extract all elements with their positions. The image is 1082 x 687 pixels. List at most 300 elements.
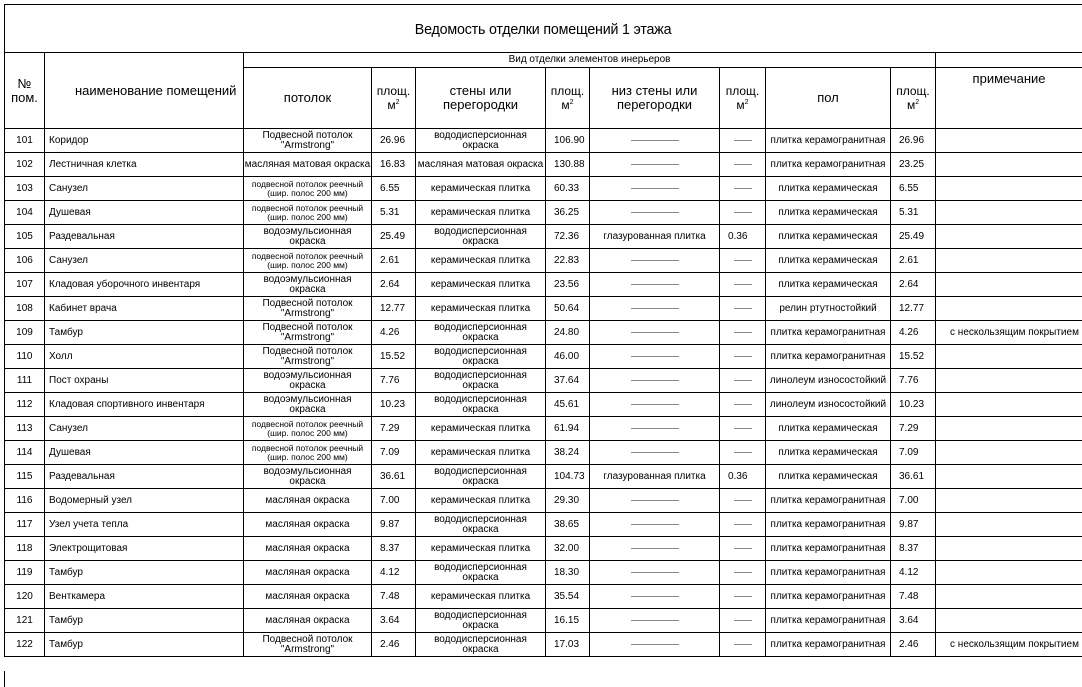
room-name: Тамбур bbox=[45, 321, 244, 345]
floor-area: 26.96 bbox=[891, 129, 936, 153]
room-number: 114 bbox=[5, 441, 45, 465]
floor-finish: плитка керамогранитная bbox=[766, 513, 891, 537]
floor-area: 6.55 bbox=[891, 177, 936, 201]
table-row bbox=[5, 489, 1082, 513]
empty-dash bbox=[734, 164, 752, 165]
note bbox=[936, 177, 1082, 201]
lower-walls-area bbox=[720, 201, 766, 225]
table-row bbox=[5, 633, 1082, 657]
empty-dash bbox=[631, 212, 679, 213]
walls-finish: вододисперсионная окраска bbox=[416, 345, 546, 369]
table-row bbox=[5, 369, 1082, 393]
walls-finish: вододисперсионная окраска bbox=[416, 393, 546, 417]
floor-finish: плитка керамогранитная bbox=[766, 129, 891, 153]
walls-finish: керамическая плитка bbox=[416, 273, 546, 297]
empty-dash bbox=[734, 524, 752, 525]
walls-area: 60.33 bbox=[546, 177, 590, 201]
floor-finish: плитка керамическая bbox=[766, 201, 891, 225]
table-row bbox=[5, 561, 1082, 585]
note: с нескользящим покрытием bbox=[936, 321, 1082, 345]
ceiling-area: 7.00 bbox=[372, 489, 416, 513]
header-name: наименование помещений bbox=[45, 53, 244, 129]
ceiling-finish: водоэмульсионная окраска bbox=[244, 273, 372, 297]
room-number: 115 bbox=[5, 465, 45, 489]
ceiling-finish: масляная окраска bbox=[244, 609, 372, 633]
walls-area: 45.61 bbox=[546, 393, 590, 417]
floor-finish: плитка керамогранитная bbox=[766, 345, 891, 369]
empty-dash bbox=[734, 596, 752, 597]
floor-area: 10.23 bbox=[891, 393, 936, 417]
ceiling-finish: водоэмульсионная окраска bbox=[244, 369, 372, 393]
empty-dash bbox=[631, 524, 679, 525]
floor-finish: плитка керамическая bbox=[766, 225, 891, 249]
note bbox=[936, 201, 1082, 225]
empty-dash bbox=[631, 404, 679, 405]
room-number: 103 bbox=[5, 177, 45, 201]
floor-finish: плитка керамическая bbox=[766, 441, 891, 465]
ceiling-finish: масляная окраска bbox=[244, 537, 372, 561]
lower-walls-area bbox=[720, 537, 766, 561]
floor-area: 7.29 bbox=[891, 417, 936, 441]
walls-area: 38.65 bbox=[546, 513, 590, 537]
note bbox=[936, 417, 1082, 441]
walls-finish: вододисперсионная окраска bbox=[416, 465, 546, 489]
walls-finish: масляная матовая окраска bbox=[416, 153, 546, 177]
lower-walls-area bbox=[720, 513, 766, 537]
ceiling-area: 15.52 bbox=[372, 345, 416, 369]
lower-walls-area bbox=[720, 321, 766, 345]
lower-walls-finish bbox=[590, 633, 720, 657]
note bbox=[936, 369, 1082, 393]
walls-finish: керамическая плитка bbox=[416, 417, 546, 441]
ceiling-finish: подвесной потолок реечный (шир. полос 200 мм) bbox=[244, 417, 372, 441]
floor-finish: плитка керамическая bbox=[766, 465, 891, 489]
lower-walls-finish bbox=[590, 585, 720, 609]
room-name: Водомерный узел bbox=[45, 489, 244, 513]
ceiling-area: 26.96 bbox=[372, 129, 416, 153]
empty-dash bbox=[631, 548, 679, 549]
floor-finish: плитка керамическая bbox=[766, 177, 891, 201]
lower-walls-area bbox=[720, 393, 766, 417]
floor-area: 15.52 bbox=[891, 345, 936, 369]
empty-dash bbox=[631, 356, 679, 357]
note bbox=[936, 153, 1082, 177]
lower-walls-finish bbox=[590, 393, 720, 417]
walls-area: 72.36 bbox=[546, 225, 590, 249]
walls-finish: вододисперсионная окраска bbox=[416, 369, 546, 393]
note bbox=[936, 561, 1082, 585]
empty-dash bbox=[734, 404, 752, 405]
empty-dash bbox=[631, 260, 679, 261]
walls-finish: вододисперсионная окраска bbox=[416, 561, 546, 585]
empty-dash bbox=[631, 308, 679, 309]
floor-area: 9.87 bbox=[891, 513, 936, 537]
ceiling-finish: Подвесной потолок "Armstrong" bbox=[244, 321, 372, 345]
room-name: Санузел bbox=[45, 249, 244, 273]
header-ceiling-area bbox=[372, 68, 416, 129]
floor-area: 12.77 bbox=[891, 297, 936, 321]
room-name: Раздевальная bbox=[45, 465, 244, 489]
area-label: площ. $м^2$ bbox=[376, 84, 411, 112]
room-name: Электрощитовая bbox=[45, 537, 244, 561]
empty-dash bbox=[734, 260, 752, 261]
walls-finish: керамическая плитка bbox=[416, 489, 546, 513]
header-group: Вид отделки элементов инерьеров bbox=[244, 53, 936, 68]
table-row bbox=[5, 537, 1082, 561]
walls-finish: вододисперсионная окраска bbox=[416, 609, 546, 633]
room-number: 101 bbox=[5, 129, 45, 153]
note bbox=[936, 297, 1082, 321]
floor-finish: релин ртутностойкий bbox=[766, 297, 891, 321]
floor-area: 7.00 bbox=[891, 489, 936, 513]
lower-walls-finish bbox=[590, 177, 720, 201]
empty-dash bbox=[631, 596, 679, 597]
empty-dash bbox=[734, 572, 752, 573]
header-group-row bbox=[5, 53, 1082, 68]
empty-dash bbox=[631, 620, 679, 621]
note bbox=[936, 513, 1082, 537]
walls-area: 18.30 bbox=[546, 561, 590, 585]
lower-walls-finish bbox=[590, 345, 720, 369]
ceiling-area: 16.83 bbox=[372, 153, 416, 177]
empty-dash bbox=[734, 644, 752, 645]
lower-walls-finish bbox=[590, 129, 720, 153]
walls-area: 50.64 bbox=[546, 297, 590, 321]
document-title: Ведомость отделки помещений 1 этажа bbox=[415, 20, 672, 38]
floor-area: 2.64 bbox=[891, 273, 936, 297]
table-row bbox=[5, 441, 1082, 465]
table-row bbox=[5, 321, 1082, 345]
ceiling-finish: водоэмульсионная окраска bbox=[244, 465, 372, 489]
ceiling-finish: водоэмульсионная окраска bbox=[244, 225, 372, 249]
lower-walls-finish bbox=[590, 273, 720, 297]
empty-dash bbox=[631, 164, 679, 165]
floor-area: 25.49 bbox=[891, 225, 936, 249]
floor-area: 23.25 bbox=[891, 153, 936, 177]
room-number: 117 bbox=[5, 513, 45, 537]
header-lower-walls: низ стены или перегородки bbox=[590, 68, 720, 129]
room-number: 116 bbox=[5, 489, 45, 513]
table-row bbox=[5, 297, 1082, 321]
lower-walls-finish bbox=[590, 561, 720, 585]
room-name: Коридор bbox=[45, 129, 244, 153]
room-number: 122 bbox=[5, 633, 45, 657]
empty-dash bbox=[734, 308, 752, 309]
ceiling-area: 4.26 bbox=[372, 321, 416, 345]
room-name: Санузел bbox=[45, 417, 244, 441]
ceiling-finish: подвесной потолок реечный (шир. полос 200 мм) bbox=[244, 249, 372, 273]
ceiling-finish: Подвесной потолок "Armstrong" bbox=[244, 297, 372, 321]
table-row bbox=[5, 249, 1082, 273]
empty-dash bbox=[631, 428, 679, 429]
table-body bbox=[5, 129, 1082, 657]
room-name: Кладовая спортивного инвентаря bbox=[45, 393, 244, 417]
lower-walls-area bbox=[720, 585, 766, 609]
empty-dash bbox=[734, 140, 752, 141]
ceiling-finish: масляная матовая окраска bbox=[244, 153, 372, 177]
note bbox=[936, 585, 1082, 609]
walls-area: 35.54 bbox=[546, 585, 590, 609]
room-name: Душевая bbox=[45, 201, 244, 225]
empty-dash bbox=[631, 572, 679, 573]
walls-area: 46.00 bbox=[546, 345, 590, 369]
lower-walls-area: 0.36 bbox=[720, 465, 766, 489]
floor-area: 3.64 bbox=[891, 609, 936, 633]
note bbox=[936, 345, 1082, 369]
empty-dash bbox=[734, 452, 752, 453]
ceiling-area: 12.77 bbox=[372, 297, 416, 321]
empty-dash bbox=[734, 332, 752, 333]
room-name: Тамбур bbox=[45, 633, 244, 657]
room-name: Душевая bbox=[45, 441, 244, 465]
lower-walls-area bbox=[720, 633, 766, 657]
walls-finish: керамическая плитка bbox=[416, 177, 546, 201]
walls-area: 32.00 bbox=[546, 537, 590, 561]
note: с нескользящим покрытием bbox=[936, 633, 1082, 657]
walls-area: 22.83 bbox=[546, 249, 590, 273]
ceiling-finish: масляная окраска bbox=[244, 513, 372, 537]
floor-area: 2.61 bbox=[891, 249, 936, 273]
walls-finish: керамическая плитка bbox=[416, 249, 546, 273]
lower-walls-area bbox=[720, 417, 766, 441]
lower-walls-area bbox=[720, 249, 766, 273]
note bbox=[936, 129, 1082, 153]
lower-walls-finish bbox=[590, 417, 720, 441]
lower-walls-finish bbox=[590, 297, 720, 321]
area-label: площ. $м^2$ bbox=[725, 84, 760, 112]
walls-area: 36.25 bbox=[546, 201, 590, 225]
lower-walls-area bbox=[720, 345, 766, 369]
floor-finish: плитка керамогранитная bbox=[766, 633, 891, 657]
lower-walls-finish: глазурованная плитка bbox=[590, 225, 720, 249]
ceiling-finish: Подвесной потолок "Armstrong" bbox=[244, 345, 372, 369]
table-row bbox=[5, 465, 1082, 489]
ceiling-area: 7.09 bbox=[372, 441, 416, 465]
empty-dash bbox=[631, 332, 679, 333]
lower-walls-finish bbox=[590, 369, 720, 393]
ceiling-area: 10.23 bbox=[372, 393, 416, 417]
empty-dash bbox=[734, 284, 752, 285]
ceiling-finish: Подвесной потолок "Armstrong" bbox=[244, 633, 372, 657]
empty-dash bbox=[734, 500, 752, 501]
ceiling-finish: подвесной потолок реечный (шир. полос 200 мм) bbox=[244, 441, 372, 465]
lower-walls-area: 0.36 bbox=[720, 225, 766, 249]
room-name: Узел учета тепла bbox=[45, 513, 244, 537]
empty-dash bbox=[734, 380, 752, 381]
table-row bbox=[5, 129, 1082, 153]
empty-dash bbox=[734, 188, 752, 189]
floor-finish: плитка керамическая bbox=[766, 273, 891, 297]
table-row bbox=[5, 417, 1082, 441]
room-number: 105 bbox=[5, 225, 45, 249]
floor-area: 4.26 bbox=[891, 321, 936, 345]
floor-finish: линолеум износостойкий bbox=[766, 369, 891, 393]
ceiling-area: 8.37 bbox=[372, 537, 416, 561]
lower-walls-area bbox=[720, 609, 766, 633]
empty-dash bbox=[734, 428, 752, 429]
room-name: Пост охраны bbox=[45, 369, 244, 393]
floor-area: 8.37 bbox=[891, 537, 936, 561]
floor-finish: плитка керамогранитная bbox=[766, 537, 891, 561]
lower-walls-finish bbox=[590, 441, 720, 465]
ceiling-area: 5.31 bbox=[372, 201, 416, 225]
table-row bbox=[5, 201, 1082, 225]
empty-dash bbox=[631, 140, 679, 141]
table-row bbox=[5, 609, 1082, 633]
lower-walls-area bbox=[720, 297, 766, 321]
walls-area: 24.80 bbox=[546, 321, 590, 345]
lower-walls-area bbox=[720, 441, 766, 465]
walls-area: 23.56 bbox=[546, 273, 590, 297]
ceiling-area: 2.46 bbox=[372, 633, 416, 657]
header-floor-area bbox=[891, 68, 936, 129]
table-row bbox=[5, 585, 1082, 609]
room-number: 120 bbox=[5, 585, 45, 609]
area-label: площ. $м^2$ bbox=[550, 84, 585, 112]
ceiling-finish: водоэмульсионная окраска bbox=[244, 393, 372, 417]
room-name: Тамбур bbox=[45, 609, 244, 633]
table-row bbox=[5, 345, 1082, 369]
walls-area: 37.64 bbox=[546, 369, 590, 393]
lower-walls-finish bbox=[590, 513, 720, 537]
room-number: 104 bbox=[5, 201, 45, 225]
room-number: 102 bbox=[5, 153, 45, 177]
walls-area: 130.88 bbox=[546, 153, 590, 177]
walls-area: 106.90 bbox=[546, 129, 590, 153]
room-name: Холл bbox=[45, 345, 244, 369]
ceiling-finish: масляная окраска bbox=[244, 585, 372, 609]
table-row bbox=[5, 225, 1082, 249]
note bbox=[936, 249, 1082, 273]
note bbox=[936, 465, 1082, 489]
title-box bbox=[4, 4, 1082, 53]
room-number: 113 bbox=[5, 417, 45, 441]
bottom-border-stub bbox=[4, 671, 5, 687]
walls-finish: вододисперсионная окраска bbox=[416, 321, 546, 345]
header-note: примечание bbox=[936, 68, 1082, 129]
walls-finish: вододисперсионная окраска bbox=[416, 225, 546, 249]
ceiling-area: 4.12 bbox=[372, 561, 416, 585]
lower-walls-finish bbox=[590, 321, 720, 345]
header-group-blank bbox=[936, 53, 1082, 68]
floor-finish: плитка керамогранитная bbox=[766, 489, 891, 513]
header-ceiling: потолок bbox=[244, 68, 372, 129]
header-lower-area bbox=[720, 68, 766, 129]
room-name: Венткамера bbox=[45, 585, 244, 609]
floor-area: 4.12 bbox=[891, 561, 936, 585]
walls-finish: керамическая плитка bbox=[416, 441, 546, 465]
table-row bbox=[5, 393, 1082, 417]
walls-finish: вододисперсионная окраска bbox=[416, 513, 546, 537]
empty-dash bbox=[734, 620, 752, 621]
lower-walls-area bbox=[720, 129, 766, 153]
room-name: Санузел bbox=[45, 177, 244, 201]
finishing-schedule-sheet bbox=[4, 4, 1082, 687]
room-name: Кабинет врача bbox=[45, 297, 244, 321]
lower-walls-area bbox=[720, 561, 766, 585]
walls-finish: вододисперсионная окраска bbox=[416, 633, 546, 657]
floor-area: 7.48 bbox=[891, 585, 936, 609]
ceiling-area: 36.61 bbox=[372, 465, 416, 489]
walls-area: 104.73 bbox=[546, 465, 590, 489]
empty-dash bbox=[631, 380, 679, 381]
room-number: 111 bbox=[5, 369, 45, 393]
empty-dash bbox=[631, 188, 679, 189]
ceiling-area: 3.64 bbox=[372, 609, 416, 633]
lower-walls-area bbox=[720, 273, 766, 297]
ceiling-area: 7.29 bbox=[372, 417, 416, 441]
empty-dash bbox=[734, 548, 752, 549]
ceiling-area: 6.55 bbox=[372, 177, 416, 201]
walls-finish: керамическая плитка bbox=[416, 297, 546, 321]
header-walls-area bbox=[546, 68, 590, 129]
ceiling-finish: масляная окраска bbox=[244, 561, 372, 585]
empty-dash bbox=[631, 500, 679, 501]
table-row bbox=[5, 273, 1082, 297]
floor-finish: плитка керамическая bbox=[766, 249, 891, 273]
note bbox=[936, 393, 1082, 417]
note bbox=[936, 609, 1082, 633]
header-floor: пол bbox=[766, 68, 891, 129]
room-number: 121 bbox=[5, 609, 45, 633]
floor-area: 36.61 bbox=[891, 465, 936, 489]
walls-area: 17.03 bbox=[546, 633, 590, 657]
floor-area: 5.31 bbox=[891, 201, 936, 225]
area-label: площ. $м^2$ bbox=[896, 84, 930, 112]
walls-area: 61.94 bbox=[546, 417, 590, 441]
finishing-table bbox=[4, 52, 1082, 657]
floor-area: 7.09 bbox=[891, 441, 936, 465]
ceiling-area: 2.64 bbox=[372, 273, 416, 297]
lower-walls-finish bbox=[590, 537, 720, 561]
table-row bbox=[5, 513, 1082, 537]
walls-finish: вододисперсионная окраска bbox=[416, 129, 546, 153]
room-number: 106 bbox=[5, 249, 45, 273]
note bbox=[936, 537, 1082, 561]
header-num: № пом. bbox=[5, 53, 45, 129]
empty-dash bbox=[631, 284, 679, 285]
walls-finish: керамическая плитка bbox=[416, 537, 546, 561]
ceiling-area: 25.49 bbox=[372, 225, 416, 249]
floor-finish: плитка керамическая bbox=[766, 417, 891, 441]
note bbox=[936, 273, 1082, 297]
ceiling-area: 2.61 bbox=[372, 249, 416, 273]
floor-area: 2.46 bbox=[891, 633, 936, 657]
lower-walls-finish bbox=[590, 249, 720, 273]
empty-dash bbox=[631, 644, 679, 645]
room-number: 118 bbox=[5, 537, 45, 561]
note bbox=[936, 489, 1082, 513]
floor-finish: плитка керамогранитная bbox=[766, 561, 891, 585]
ceiling-finish: подвесной потолок реечный (шир. полос 200 мм) bbox=[244, 177, 372, 201]
floor-finish: плитка керамогранитная bbox=[766, 609, 891, 633]
floor-finish: линолеум износостойкий bbox=[766, 393, 891, 417]
floor-area: 7.76 bbox=[891, 369, 936, 393]
walls-area: 29.30 bbox=[546, 489, 590, 513]
ceiling-area: 7.48 bbox=[372, 585, 416, 609]
lower-walls-area bbox=[720, 489, 766, 513]
empty-dash bbox=[734, 356, 752, 357]
empty-dash bbox=[734, 212, 752, 213]
note bbox=[936, 225, 1082, 249]
floor-finish: плитка керамогранитная bbox=[766, 585, 891, 609]
lower-walls-area bbox=[720, 177, 766, 201]
table-row bbox=[5, 153, 1082, 177]
walls-finish: керамическая плитка bbox=[416, 201, 546, 225]
empty-dash bbox=[631, 452, 679, 453]
lower-walls-finish bbox=[590, 489, 720, 513]
note bbox=[936, 441, 1082, 465]
